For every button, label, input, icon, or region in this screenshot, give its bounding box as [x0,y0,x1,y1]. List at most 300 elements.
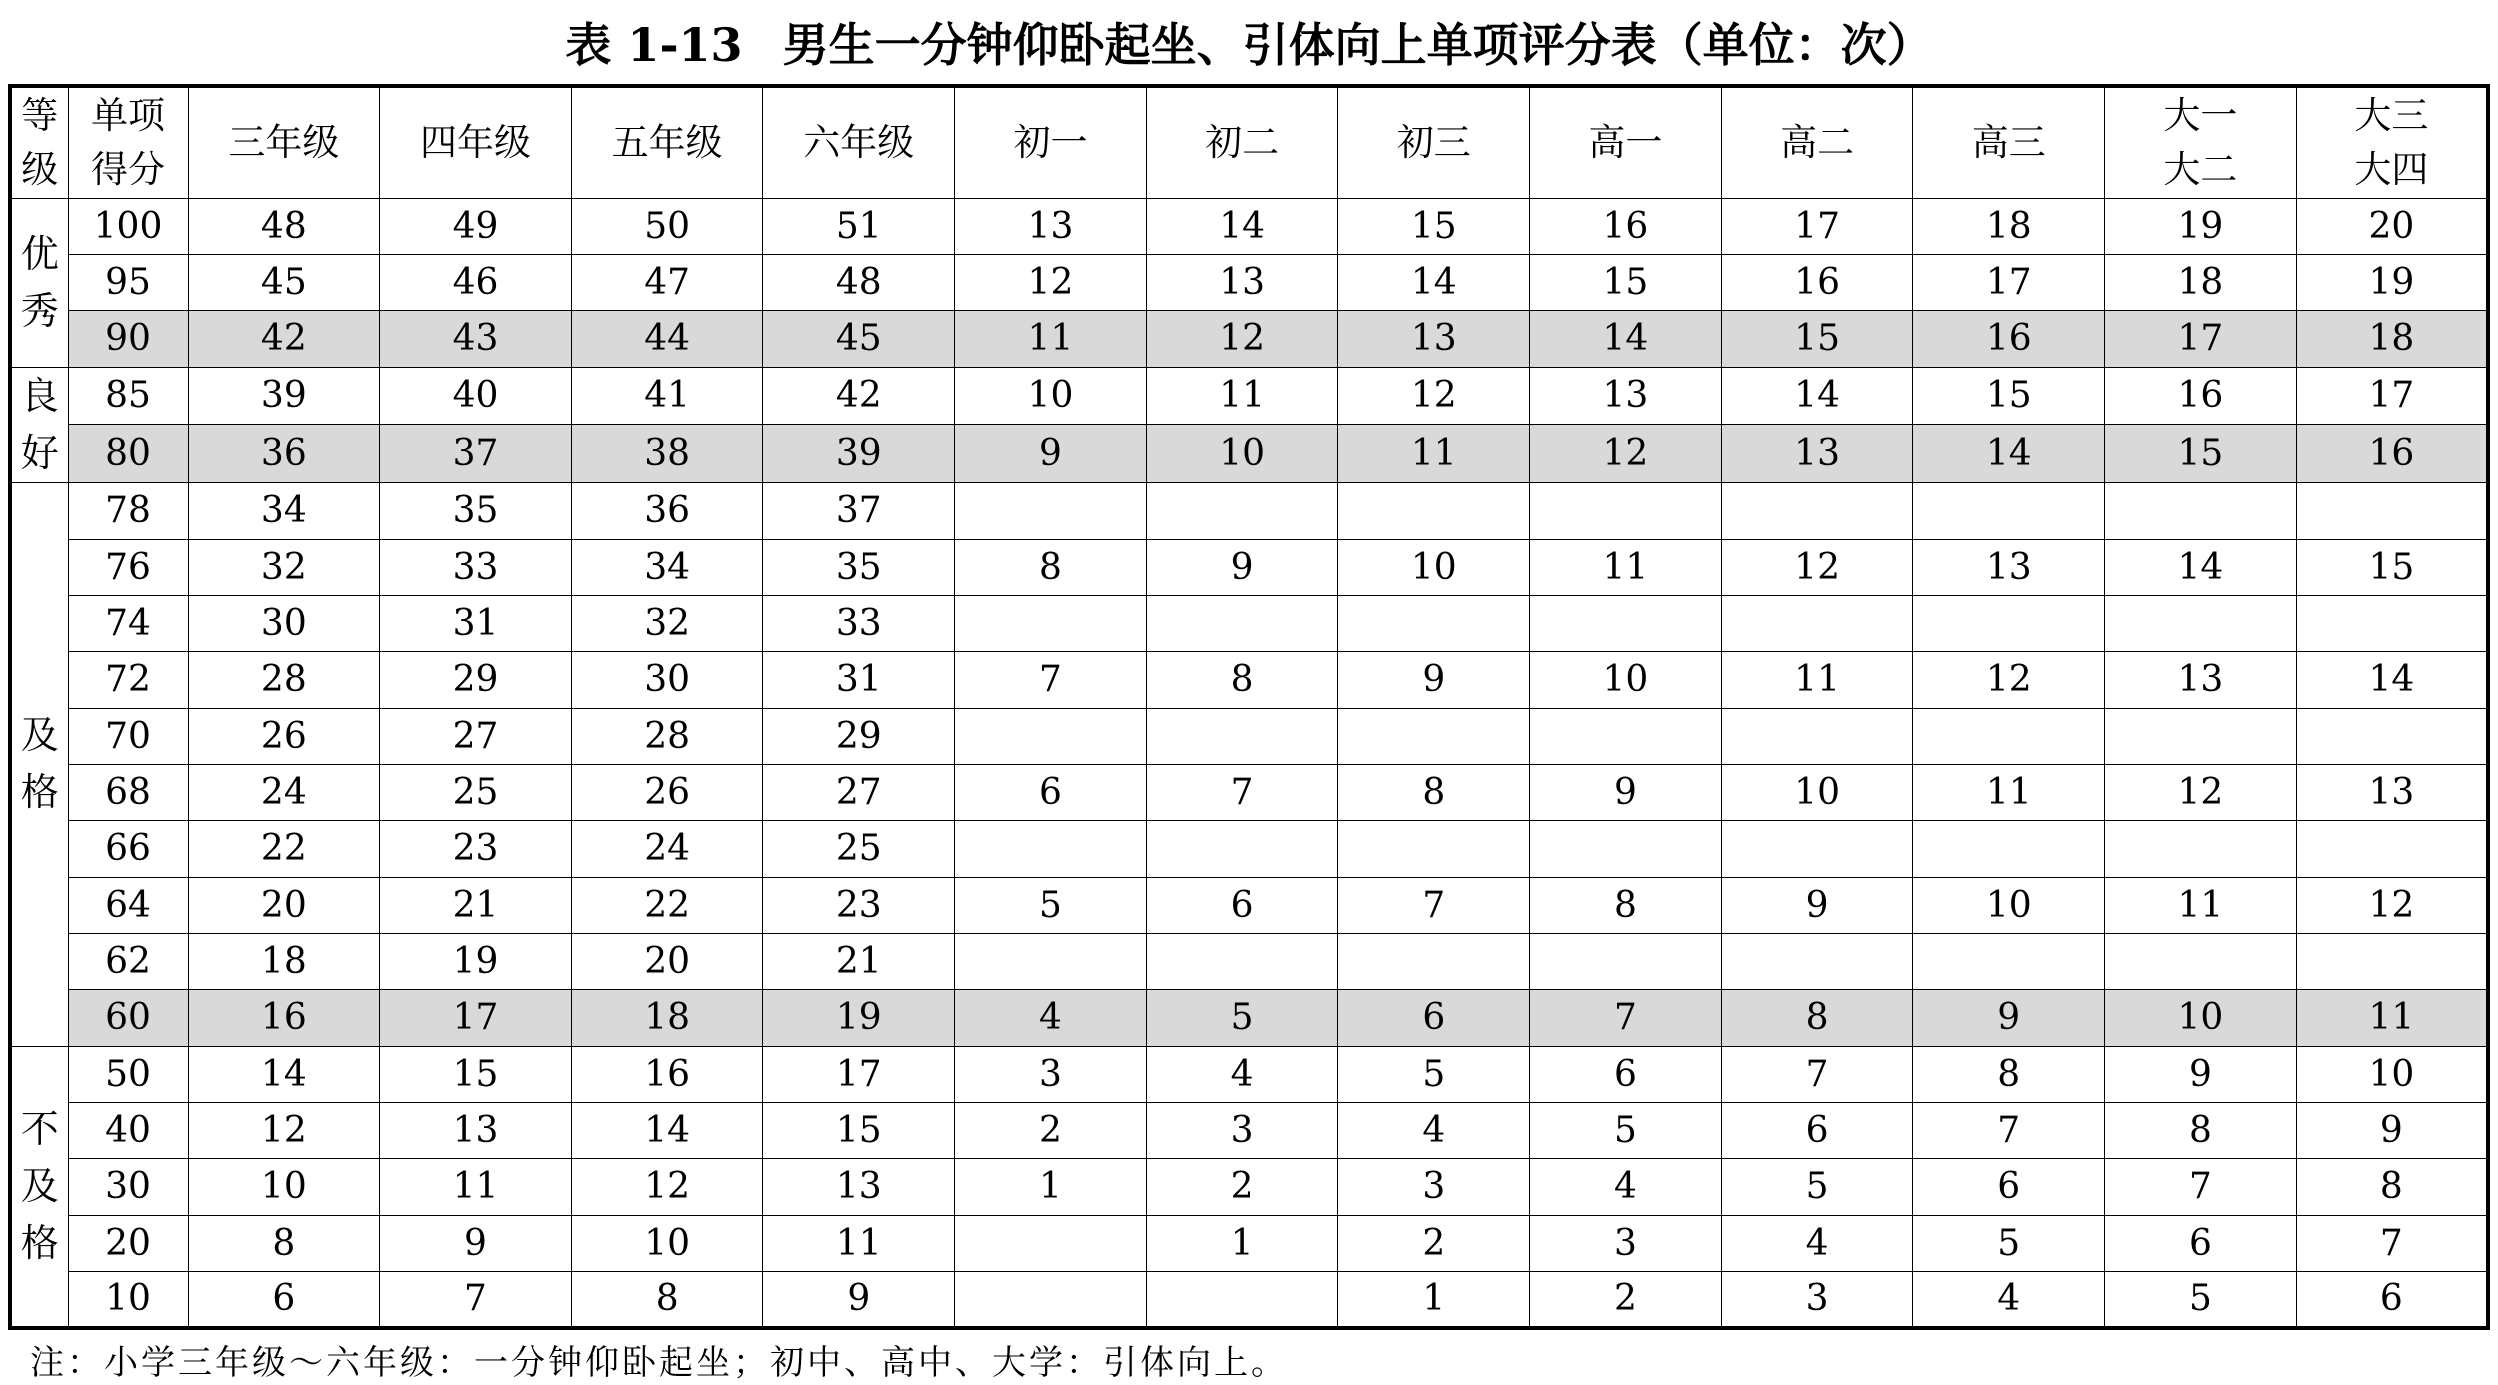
value-cell [1530,821,1722,877]
value-cell [955,708,1147,764]
value-cell: 14 [2296,652,2488,708]
value-cell: 10 [2105,990,2297,1046]
value-cell: 37 [763,483,955,539]
value-cell: 20 [2296,198,2488,254]
value-cell [1338,708,1530,764]
value-cell: 34 [571,539,763,595]
value-cell: 3 [1530,1215,1722,1271]
value-cell: 11 [1530,539,1722,595]
value-cell: 20 [571,933,763,989]
value-cell [1721,933,1913,989]
value-cell: 6 [1338,990,1530,1046]
value-cell: 18 [188,933,380,989]
score-cell: 72 [68,652,188,708]
value-cell [2296,595,2488,651]
score-cell: 74 [68,595,188,651]
value-cell: 5 [1721,1159,1913,1215]
value-cell: 35 [380,483,572,539]
value-cell: 15 [1530,254,1722,310]
header-row [10,86,2488,198]
value-cell: 12 [571,1159,763,1215]
value-cell: 15 [2296,539,2488,595]
value-cell: 8 [571,1272,763,1328]
header-score: 单项 得分 [68,86,188,198]
value-cell: 28 [571,708,763,764]
value-cell: 15 [1913,367,2105,425]
value-cell: 17 [2105,311,2297,367]
value-cell: 13 [1146,254,1338,310]
value-cell [1530,933,1722,989]
score-cell: 40 [68,1103,188,1159]
value-cell [955,933,1147,989]
value-cell: 8 [2296,1159,2488,1215]
score-cell: 70 [68,708,188,764]
score-cell: 66 [68,821,188,877]
value-cell [2296,933,2488,989]
table-row [10,198,2488,254]
value-cell: 12 [2296,877,2488,933]
value-cell: 8 [2105,1103,2297,1159]
value-cell: 10 [571,1215,763,1271]
value-cell: 13 [2105,652,2297,708]
value-cell: 9 [2296,1103,2488,1159]
value-cell: 9 [763,1272,955,1328]
value-cell: 10 [188,1159,380,1215]
value-cell: 20 [188,877,380,933]
value-cell: 7 [2105,1159,2297,1215]
value-cell: 14 [2105,539,2297,595]
score-cell: 76 [68,539,188,595]
value-cell: 6 [2296,1272,2488,1328]
header-col: 高二 [1721,86,1913,198]
table-body [10,198,2488,1328]
value-cell: 29 [763,708,955,764]
value-cell: 39 [188,367,380,425]
value-cell: 18 [1913,198,2105,254]
value-cell: 7 [1530,990,1722,1046]
value-cell: 9 [1721,877,1913,933]
value-cell: 25 [763,821,955,877]
value-cell: 7 [1721,1046,1913,1102]
value-cell: 36 [571,483,763,539]
value-cell: 51 [763,198,955,254]
value-cell: 21 [763,933,955,989]
value-cell: 14 [188,1046,380,1102]
table-row [10,595,2488,651]
value-cell [1913,821,2105,877]
header-col: 高一 [1530,86,1722,198]
value-cell: 6 [1146,877,1338,933]
value-cell [955,595,1147,651]
value-cell: 39 [763,425,955,483]
value-cell: 5 [1146,990,1338,1046]
value-cell: 18 [571,990,763,1046]
table-row [10,539,2488,595]
value-cell: 48 [763,254,955,310]
value-cell: 5 [955,877,1147,933]
value-cell: 10 [1338,539,1530,595]
value-cell: 10 [955,367,1147,425]
value-cell: 17 [2296,367,2488,425]
value-cell: 16 [1530,198,1722,254]
value-cell: 13 [955,198,1147,254]
value-cell: 11 [763,1215,955,1271]
value-cell: 12 [1530,425,1722,483]
value-cell: 11 [1721,652,1913,708]
table-title [0,0,2498,84]
value-cell: 8 [1530,877,1722,933]
value-cell: 10 [2296,1046,2488,1102]
score-cell: 64 [68,877,188,933]
value-cell: 23 [380,821,572,877]
value-cell [955,483,1147,539]
value-cell: 15 [380,1046,572,1102]
value-cell: 46 [380,254,572,310]
table-row [10,821,2488,877]
grade-label: 及 格 [10,483,68,1046]
value-cell: 9 [1913,990,2105,1046]
value-cell: 9 [380,1215,572,1271]
value-cell [1146,933,1338,989]
header-col: 初三 [1338,86,1530,198]
value-cell: 41 [571,367,763,425]
table-row [10,877,2488,933]
value-cell: 43 [380,311,572,367]
value-cell: 13 [1721,425,1913,483]
value-cell [2296,708,2488,764]
value-cell: 11 [955,311,1147,367]
table-row [10,1046,2488,1102]
score-cell: 30 [68,1159,188,1215]
score-cell: 50 [68,1046,188,1102]
value-cell: 32 [571,595,763,651]
value-cell: 15 [1338,198,1530,254]
value-cell: 31 [380,595,572,651]
value-cell: 27 [763,764,955,820]
value-cell: 16 [571,1046,763,1102]
value-cell: 26 [571,764,763,820]
scoring-table [8,84,2490,1330]
score-cell: 62 [68,933,188,989]
value-cell: 27 [380,708,572,764]
value-cell: 14 [1146,198,1338,254]
value-cell: 3 [1146,1103,1338,1159]
value-cell: 15 [763,1103,955,1159]
table-row [10,367,2488,425]
value-cell: 2 [955,1103,1147,1159]
value-cell: 3 [1721,1272,1913,1328]
table-row [10,764,2488,820]
value-cell [2105,708,2297,764]
table-row [10,708,2488,764]
value-cell: 3 [1338,1159,1530,1215]
value-cell: 2 [1146,1159,1338,1215]
table-row [10,425,2488,483]
table-caption: 男生一分钟仰卧起坐、引体向上单项评分表（单位：次） [782,18,1933,72]
value-cell [1338,483,1530,539]
grade-label: 优 秀 [10,198,68,367]
value-cell: 31 [763,652,955,708]
value-cell: 6 [1530,1046,1722,1102]
value-cell: 4 [1721,1215,1913,1271]
value-cell: 5 [2105,1272,2297,1328]
value-cell: 32 [188,539,380,595]
value-cell: 19 [380,933,572,989]
header-col: 大一 大二 [2105,86,2297,198]
value-cell: 49 [380,198,572,254]
table-row [10,652,2488,708]
score-cell: 10 [68,1272,188,1328]
value-cell: 36 [188,425,380,483]
value-cell: 10 [1530,652,1722,708]
value-cell: 30 [571,652,763,708]
value-cell: 9 [1146,539,1338,595]
value-cell [1721,595,1913,651]
value-cell [2105,933,2297,989]
value-cell: 11 [1146,367,1338,425]
value-cell: 22 [571,877,763,933]
value-cell: 16 [2296,425,2488,483]
table-number: 表 1-13 [565,18,743,72]
value-cell: 42 [188,311,380,367]
value-cell: 34 [188,483,380,539]
value-cell [1913,708,2105,764]
value-cell: 9 [955,425,1147,483]
value-cell: 7 [1913,1103,2105,1159]
value-cell: 24 [188,764,380,820]
header-col: 初一 [955,86,1147,198]
value-cell: 17 [763,1046,955,1102]
table-note: 注：小学三年级～六年级：一分钟仰卧起坐；初中、高中、大学：引体向上。 [30,1342,1288,1383]
value-cell: 15 [1721,311,1913,367]
value-cell: 8 [1338,764,1530,820]
value-cell [955,821,1147,877]
value-cell: 15 [2105,425,2297,483]
value-cell: 1 [955,1159,1147,1215]
value-cell: 14 [1721,367,1913,425]
value-cell: 11 [2105,877,2297,933]
value-cell [1146,483,1338,539]
value-cell [2296,821,2488,877]
value-cell: 6 [1721,1103,1913,1159]
value-cell: 3 [955,1046,1147,1102]
value-cell: 26 [188,708,380,764]
table-row [10,483,2488,539]
value-cell [2105,821,2297,877]
value-cell [1338,595,1530,651]
value-cell: 19 [2105,198,2297,254]
value-cell: 13 [1338,311,1530,367]
grade-label: 良 好 [10,367,68,483]
value-cell: 8 [1913,1046,2105,1102]
value-cell [2105,483,2297,539]
value-cell: 17 [1913,254,2105,310]
value-cell: 14 [571,1103,763,1159]
header-col: 六年级 [763,86,955,198]
value-cell: 44 [571,311,763,367]
value-cell: 12 [1146,311,1338,367]
score-cell: 60 [68,990,188,1046]
value-cell: 30 [188,595,380,651]
grade-label: 不 及 格 [10,1046,68,1328]
value-cell: 12 [2105,764,2297,820]
table-row [10,1159,2488,1215]
value-cell: 6 [955,764,1147,820]
score-cell: 90 [68,311,188,367]
value-cell: 16 [1913,311,2105,367]
value-cell: 11 [1913,764,2105,820]
value-cell: 4 [1146,1046,1338,1102]
value-cell [1146,595,1338,651]
value-cell: 18 [2105,254,2297,310]
score-cell: 68 [68,764,188,820]
value-cell [1338,933,1530,989]
value-cell: 5 [1530,1103,1722,1159]
value-cell: 40 [380,367,572,425]
value-cell: 4 [1530,1159,1722,1215]
value-cell: 47 [571,254,763,310]
value-cell: 12 [188,1103,380,1159]
value-cell: 13 [2296,764,2488,820]
table-row [10,933,2488,989]
value-cell [1913,595,2105,651]
value-cell [1338,821,1530,877]
value-cell: 13 [1530,367,1722,425]
value-cell: 11 [1338,425,1530,483]
value-cell: 23 [763,877,955,933]
value-cell: 35 [763,539,955,595]
header-col: 初二 [1146,86,1338,198]
table-row [10,311,2488,367]
value-cell: 7 [380,1272,572,1328]
value-cell: 16 [2105,367,2297,425]
table-row [10,254,2488,310]
value-cell: 14 [1338,254,1530,310]
value-cell: 7 [1146,764,1338,820]
value-cell [1530,595,1722,651]
value-cell: 48 [188,198,380,254]
value-cell: 19 [763,990,955,1046]
value-cell: 6 [1913,1159,2105,1215]
value-cell: 1 [1338,1272,1530,1328]
value-cell: 10 [1721,764,1913,820]
value-cell: 29 [380,652,572,708]
table-row [10,1215,2488,1271]
value-cell: 10 [1913,877,2105,933]
header-col: 高三 [1913,86,2105,198]
value-cell [1721,708,1913,764]
header-col: 三年级 [188,86,380,198]
value-cell: 12 [1338,367,1530,425]
value-cell: 4 [1338,1103,1530,1159]
value-cell: 33 [763,595,955,651]
value-cell [1146,708,1338,764]
value-cell [1913,933,2105,989]
value-cell: 11 [380,1159,572,1215]
value-cell: 7 [1338,877,1530,933]
value-cell: 11 [2296,990,2488,1046]
value-cell: 8 [955,539,1147,595]
value-cell [1530,708,1722,764]
value-cell: 4 [955,990,1147,1046]
score-cell: 80 [68,425,188,483]
value-cell: 4 [1913,1272,2105,1328]
value-cell: 8 [1721,990,1913,1046]
table-row [10,990,2488,1046]
value-cell: 7 [2296,1215,2488,1271]
score-cell: 100 [68,198,188,254]
value-cell: 14 [1530,311,1722,367]
value-cell: 22 [188,821,380,877]
value-cell: 9 [1530,764,1722,820]
table-row [10,1103,2488,1159]
value-cell: 17 [1721,198,1913,254]
value-cell [1721,821,1913,877]
value-cell: 7 [955,652,1147,708]
value-cell: 45 [763,311,955,367]
value-cell: 21 [380,877,572,933]
score-cell: 85 [68,367,188,425]
header-col: 大三 大四 [2296,86,2488,198]
value-cell: 50 [571,198,763,254]
value-cell: 16 [188,990,380,1046]
value-cell: 8 [188,1215,380,1271]
value-cell: 13 [380,1103,572,1159]
value-cell [1721,483,1913,539]
score-cell: 95 [68,254,188,310]
value-cell: 12 [1721,539,1913,595]
value-cell: 5 [1338,1046,1530,1102]
value-cell: 45 [188,254,380,310]
value-cell: 9 [1338,652,1530,708]
header-col: 五年级 [571,86,763,198]
value-cell: 13 [763,1159,955,1215]
value-cell: 2 [1338,1215,1530,1271]
value-cell [955,1215,1147,1271]
score-cell: 78 [68,483,188,539]
table-row [10,1272,2488,1328]
value-cell: 9 [2105,1046,2297,1102]
header-col: 四年级 [380,86,572,198]
value-cell: 33 [380,539,572,595]
header-grade: 等 级 [10,86,68,198]
value-cell [1146,821,1338,877]
value-cell: 28 [188,652,380,708]
value-cell: 25 [380,764,572,820]
score-cell: 20 [68,1215,188,1271]
value-cell [1530,483,1722,539]
value-cell: 18 [2296,311,2488,367]
value-cell: 42 [763,367,955,425]
value-cell: 5 [1913,1215,2105,1271]
value-cell: 19 [2296,254,2488,310]
value-cell: 38 [571,425,763,483]
value-cell: 6 [2105,1215,2297,1271]
value-cell: 13 [1913,539,2105,595]
value-cell: 8 [1146,652,1338,708]
value-cell: 2 [1530,1272,1722,1328]
value-cell: 10 [1146,425,1338,483]
value-cell: 37 [380,425,572,483]
value-cell [2296,483,2488,539]
value-cell: 6 [188,1272,380,1328]
value-cell: 12 [955,254,1147,310]
value-cell [1913,483,2105,539]
value-cell: 24 [571,821,763,877]
value-cell [1146,1272,1338,1328]
value-cell: 16 [1721,254,1913,310]
value-cell [955,1272,1147,1328]
